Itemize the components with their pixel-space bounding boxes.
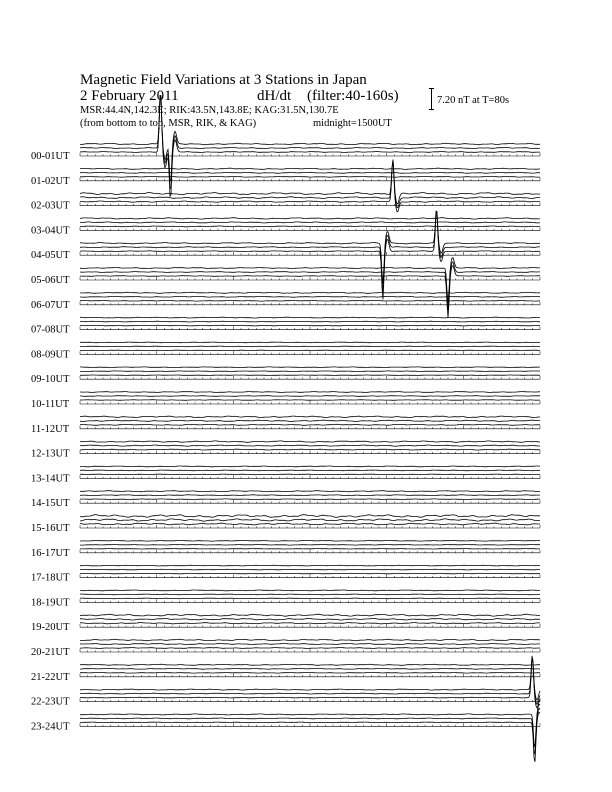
row-label: 20-21UT <box>31 647 70 658</box>
trace-kag <box>80 441 540 442</box>
trace-kag <box>80 342 540 343</box>
trace-rik <box>80 708 540 754</box>
trace-msr <box>80 523 540 525</box>
trace-msr <box>80 598 540 599</box>
chart-component: dH/dt <box>257 88 292 104</box>
trace-kag <box>80 639 540 640</box>
row-label: 06-07UT <box>31 299 70 311</box>
row-label: 14-15UT <box>31 498 70 510</box>
station-list: MSR:44.4N,142.3E; RIK:43.5N,143.8E; KAG:31.5N,130.7E <box>80 105 339 116</box>
trace-kag <box>80 614 540 616</box>
row-label: 00-01UT <box>31 151 70 162</box>
row-label: 04-05UT <box>31 250 70 262</box>
trace-msr <box>80 673 540 674</box>
trace-msr <box>80 266 540 318</box>
row-label: 19-20UT <box>31 622 70 634</box>
trace-rik <box>80 396 540 397</box>
row-label: 11-12UT <box>31 423 70 435</box>
trace-rik <box>80 222 540 223</box>
trace-rik <box>80 519 540 521</box>
trace-msr <box>80 499 540 500</box>
row-label: 01-02UT <box>31 175 70 187</box>
trace-kag <box>80 292 540 293</box>
trace-rik <box>80 470 540 471</box>
trace-kag <box>80 218 540 219</box>
trace-rik <box>80 594 540 595</box>
trace-order-note: (from bottom to top, MSR, RIK, & KAG) <box>80 118 257 129</box>
row-label: 10-11UT <box>31 399 70 410</box>
trace-rik <box>80 643 540 644</box>
chart-title: Magnetic Field Variations at 3 Stations in Japan <box>80 72 367 88</box>
trace-msr <box>80 424 540 425</box>
trace-kag <box>80 664 540 665</box>
chart-date: 2 February 2011 <box>80 88 179 104</box>
row-label: 03-04UT <box>31 225 70 237</box>
trace-rik <box>80 618 540 620</box>
trace-rik <box>80 296 540 297</box>
scale-label: 7.20 nT at T=80s <box>437 95 510 106</box>
trace-msr <box>80 325 540 326</box>
row-label: 07-08UT <box>31 324 70 336</box>
trace-kag <box>80 317 540 318</box>
midnight-note: midnight=1500UT <box>313 118 392 129</box>
trace-rik <box>80 668 540 669</box>
row-label: 17-18UT <box>31 572 70 584</box>
row-label: 05-06UT <box>31 275 70 286</box>
trace-kag <box>80 540 540 541</box>
row-label: 13-14UT <box>31 473 70 485</box>
row-label: 21-22UT <box>31 671 70 683</box>
trace-rik <box>80 445 540 446</box>
trace-kag <box>80 515 540 518</box>
trace-kag <box>80 392 540 393</box>
trace-kag <box>80 416 540 417</box>
trace-kag <box>80 466 540 467</box>
trace-msr <box>80 301 540 302</box>
trace-rik <box>80 346 540 347</box>
trace-kag <box>80 590 540 591</box>
row-label: 22-23UT <box>31 696 70 708</box>
trace-kag <box>80 565 540 566</box>
trace-rik <box>80 420 540 421</box>
trace-msr <box>80 712 540 762</box>
row-label: 23-24UT <box>31 721 70 733</box>
row-label: 16-17UT <box>31 547 70 559</box>
trace-rik <box>80 495 540 496</box>
trace-msr <box>80 623 540 624</box>
trace-msr <box>80 474 540 475</box>
row-label: 08-09UT <box>31 349 70 361</box>
trace-rik <box>80 569 540 570</box>
trace-msr <box>80 176 540 177</box>
row-label: 12-13UT <box>31 448 70 460</box>
trace-msr <box>80 449 540 450</box>
trace-msr <box>80 648 540 649</box>
trace-msr <box>80 226 540 227</box>
trace-kag <box>80 168 540 169</box>
scale-bar-icon <box>429 88 434 110</box>
trace-rik <box>80 160 540 208</box>
trace-rik <box>80 545 540 546</box>
row-label: 18-19UT <box>31 597 70 609</box>
trace-kag <box>80 367 540 368</box>
trace-rik <box>80 371 540 372</box>
chart-filter: (filter:40-160s) <box>307 88 399 104</box>
row-label: 09-10UT <box>31 374 70 386</box>
trace-rik <box>80 172 540 173</box>
row-label: 15-16UT <box>31 523 70 534</box>
row-label: 02-03UT <box>31 200 70 212</box>
trace-kag <box>80 491 540 492</box>
row-labels <box>31 151 70 732</box>
trace-rik <box>80 321 540 322</box>
trace-msr <box>80 400 540 401</box>
